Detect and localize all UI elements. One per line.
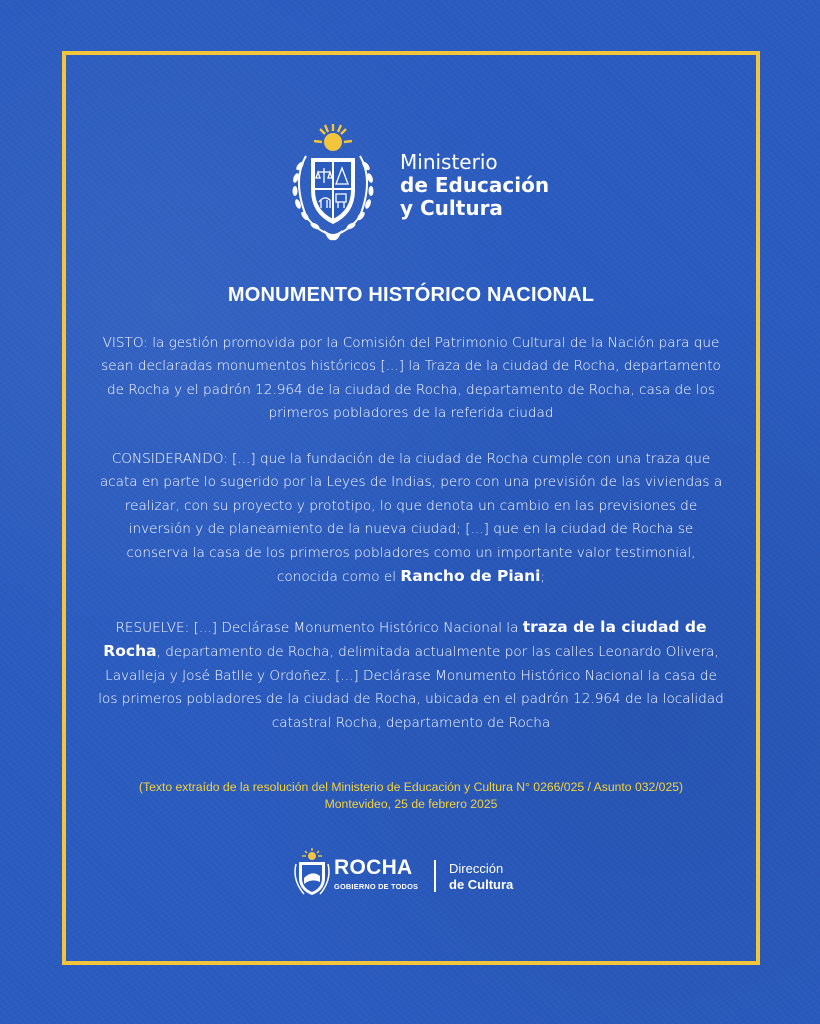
uruguay-coat-of-arms-icon bbox=[278, 118, 388, 248]
footer-divider bbox=[434, 860, 436, 892]
footer-dept-line-2: de Cultura bbox=[449, 877, 514, 892]
considerando-text: CONSIDERANDO: [...] que la fundación de la ciudad de Rocha cumple con una traza que acata en parte lo sugerido por la Leyes de Indias, pero con una previsión de las viviendas a realizar, con su proyecto y prototipo, lo que denota un cambio en las previsiones de inversión y de planeamiento de la nueva ciudad; [...] que en la ciudad de Rocha se conserva la casa de los primeros pobladores como un importante valor testimonial, conocida como el bbox=[99, 451, 723, 586]
considerando-highlight: Rancho de Piani bbox=[400, 567, 541, 586]
page-title: MONUMENTO HISTÓRICO NACIONAL bbox=[227, 284, 595, 306]
footer-dept-line-1: Dirección bbox=[449, 861, 504, 876]
ministry-name bbox=[400, 151, 549, 220]
resuelve-text-end: , departamento de Rocha, delimitada actualmente por las calles Leonardo Olivera, Lavalleja y José Batlle y Ordoñez. [...] Declárase Monumento Histórico Nacional la casa de los primeros pobladores de la ciudad de Rocha, ubicada en el padrón 12.964 de la localidad catastral Rocha, departamento de Rocha bbox=[98, 644, 724, 731]
footer-tagline: GOBIERNO DE TODOS bbox=[334, 882, 419, 891]
resuelve-paragraph bbox=[96, 616, 726, 735]
ministry-line-3: y Cultura bbox=[400, 196, 503, 220]
source-citation bbox=[66, 779, 756, 813]
resuelve-text: RESUELVE: [...] Declárase Monumento Histórico Nacional la bbox=[115, 620, 519, 636]
considerando-text-end: ; bbox=[540, 569, 546, 586]
considerando-paragraph bbox=[96, 448, 726, 589]
source-line-2: Montevideo, 25 de febrero 2025 bbox=[324, 797, 498, 811]
ministry-line-2: de Educación bbox=[400, 173, 550, 197]
visto-paragraph: VISTO: la gestión promovida por la Comisión del Patrimonio Cultural de la Nación para que sean declaradas monumentos históricos [...] la Traza de la ciudad de Rocha, departamento de Rocha y el padrón 12.964 de la ciudad de Rocha, departamento de Rocha, casa de los primeros pobladores de la referida ciudad bbox=[101, 335, 721, 422]
rocha-seal-icon bbox=[292, 848, 332, 898]
ministry-line-1: Ministerio bbox=[400, 150, 498, 174]
footer-logo bbox=[292, 848, 542, 898]
resuelve-highlight: traza de la ciudad de Rocha bbox=[103, 618, 707, 661]
source-line-1: (Texto extraído de la resolución del Ministerio de Educación y Cultura N° 0266/025 / Asunto 032/025) bbox=[138, 780, 684, 794]
footer-brand: ROCHA bbox=[334, 856, 413, 879]
